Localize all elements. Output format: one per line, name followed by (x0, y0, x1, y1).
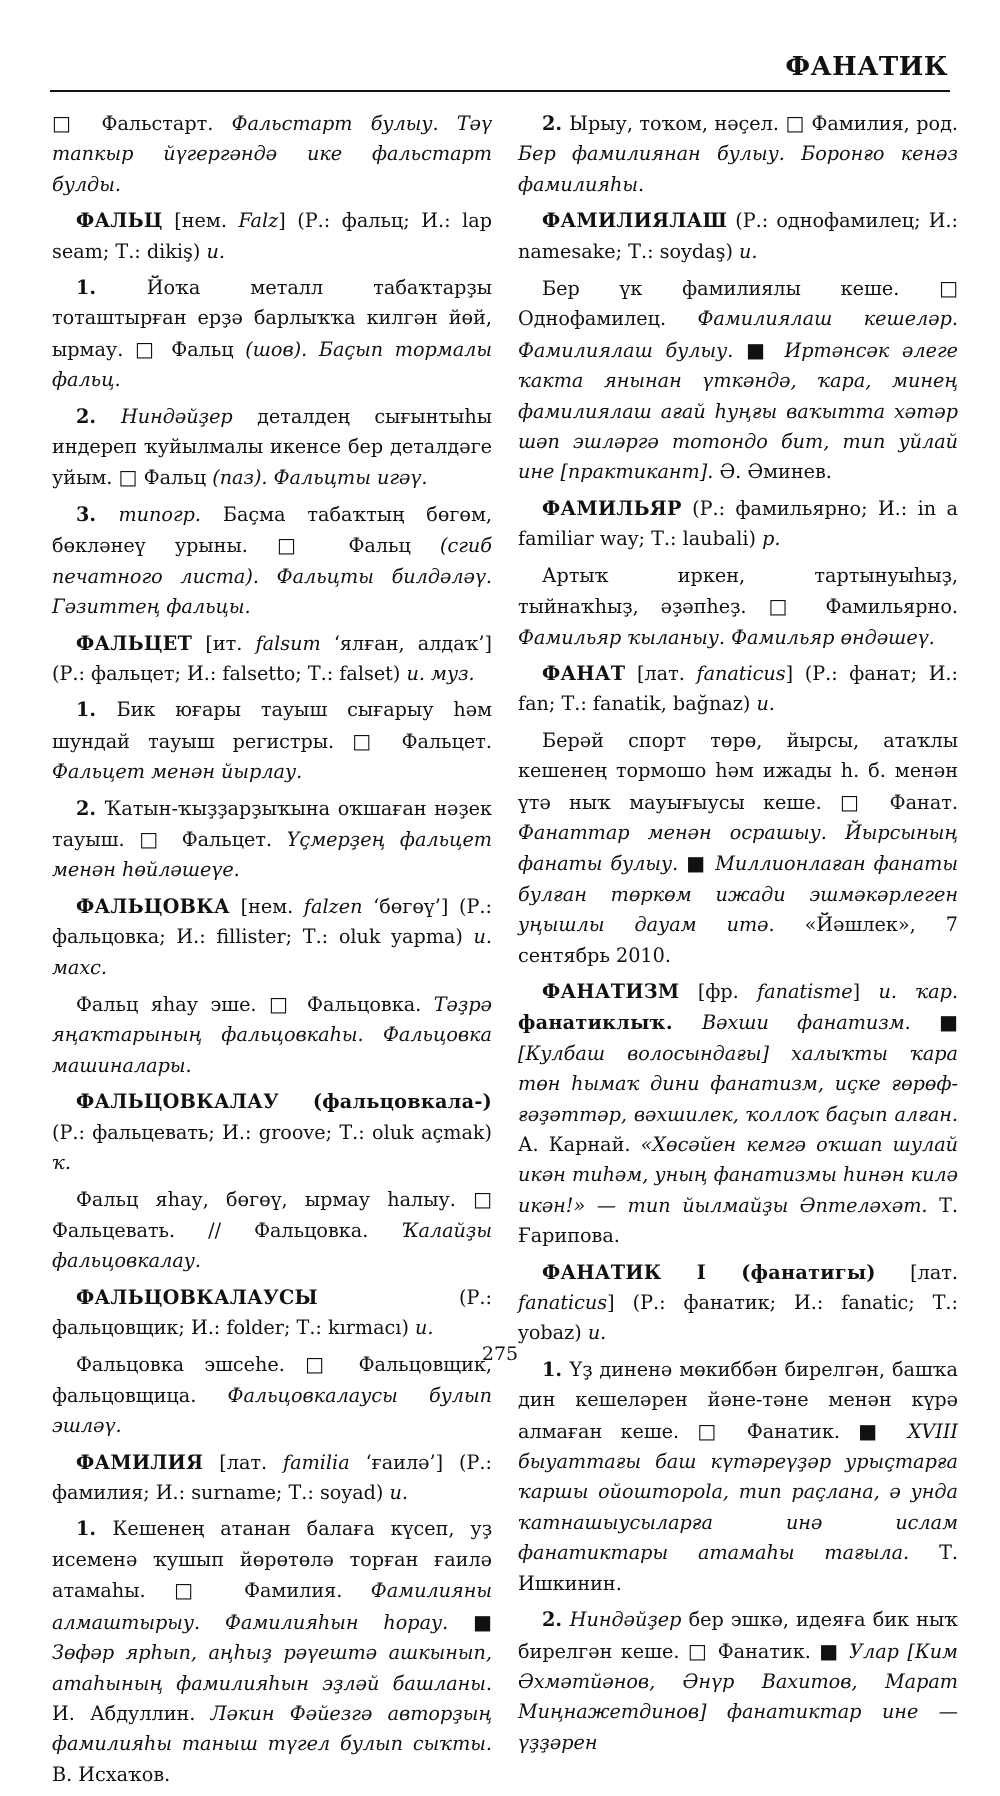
text-run: Фамильярно. (825, 595, 958, 619)
italic-text: и. махс. (52, 925, 492, 979)
text-run: Йоҡа металл табаҡтарҙы тоташтырған ерҙә барлыҡҡа килгән йөй, ырмау. (52, 276, 492, 361)
russian-equivalent-marker-icon: □ (473, 1187, 492, 1212)
dictionary-paragraph (52, 892, 492, 983)
italic-text: Фальцет менән йырлау. (52, 760, 303, 784)
dictionary-paragraph (52, 1448, 492, 1509)
italic-text: (сгиб печатного листа). Фальцты билдәләү. Гәзиттең фальцы. (52, 534, 492, 619)
italic-text: Үҫмерҙең фальцет менән һөйләшеүе. (52, 827, 492, 882)
italic-text: [Кулбаш волосындағы] халыҡты ҡара төн һымаҡ дини фанатизм, иҫке ғөрөф-ғәҙәттәр, вәхшилек, ҡоллоҡ баҫып алған. (518, 1041, 958, 1126)
italic-text: Тәҙрә яңаҡтарының фальцовкаһы. Фальцовка машиналары. (52, 992, 492, 1077)
text-run: Үҙ диненә мөкиббән бирелгән, башҡа дин кешеләрен йәне-тәне менән күрә алмаған кеше. (518, 1357, 958, 1443)
russian-equivalent-marker-icon: □ (785, 111, 812, 135)
headword: ФАЛЬЦЕТ (76, 631, 193, 655)
text-run: Ә. Әминев. (713, 460, 832, 484)
italic-text: Falz (238, 209, 279, 233)
dictionary-paragraph (52, 108, 492, 200)
dictionary-paragraph (518, 1605, 958, 1758)
italic-text: Фамилияны алмаштырыу. Фамилияһын һорау. (52, 1579, 492, 1634)
russian-equivalent-marker-icon: □ (352, 728, 402, 753)
russian-equivalent-marker-icon: □ (269, 991, 308, 1016)
text-run: Фальцовщик, фальцовщица. (52, 1353, 492, 1407)
text-run: Т. Ишкинин. (518, 1541, 958, 1595)
left-column (52, 108, 492, 1796)
dictionary-paragraph (52, 1087, 492, 1178)
text-run: Фанатик. (717, 1639, 820, 1663)
dictionary-paragraph (518, 726, 958, 971)
sense-number: 2. (542, 1608, 570, 1632)
text-run: Фальц яһау, бөгөү, ырмау һалыу. (76, 1188, 474, 1212)
text-run: Ҡатын-ҡыҙҙарҙыҡына оҡшаған нәҙек тауыш. (52, 796, 492, 851)
dictionary-paragraph (52, 629, 492, 690)
text-run: Кешенең атанан балаға күсеп, уҙ исеменә ҡушып йөрөтөлә торған ғаилә атамаһы. (52, 1517, 492, 1603)
text-run: Фанат. (889, 790, 958, 814)
text-run: ‘бөгөү’] (Р.: фальцовка; И.: fillister; Т.: oluk yapma) (52, 894, 492, 949)
dictionary-paragraph (518, 977, 958, 1252)
text-run: (Р.: фамильярно; И.: in a familiar way; Т.: laubali) (518, 496, 958, 551)
italic-text: и. (587, 1321, 607, 1345)
text-run: И. Абдуллин. (52, 1701, 211, 1725)
text-run: ] (Р.: фальц; И.: lap seam; Т.: dikiş) (52, 209, 492, 263)
italic-text: Ниндәйҙер (569, 1608, 682, 1632)
citation-marker-icon: ■ (686, 851, 716, 876)
text-run: Фальц (348, 534, 440, 558)
text-run: Бик юғары тауыш сығарыу һәм шундай тауыш регистры. (52, 698, 492, 753)
sense-number: 1. (76, 1517, 113, 1541)
dictionary-paragraph (518, 206, 958, 267)
dictionary-paragraph (52, 1283, 492, 1344)
sense-number: 1. (542, 1357, 570, 1381)
sense-number: 1. (76, 276, 147, 300)
italic-text: fanaticus (696, 661, 786, 685)
italic-text: Ләкин Фәйезгә авторҙың фамилияһы таныш түгел булып сыҡты. (52, 1701, 492, 1756)
italic-text: familia (283, 1450, 350, 1474)
text-run: Ырыу, тоҡом, нәҫел. (569, 112, 786, 135)
citation-marker-icon: ■ (746, 337, 785, 362)
italic-text: Фамилиялаш кешеләр. Фамилиялаш булыу. (518, 307, 958, 362)
dictionary-paragraph (52, 206, 492, 267)
right-column (518, 108, 958, 1764)
header-rule (50, 90, 950, 92)
text-run: [лат. (875, 1260, 958, 1284)
dictionary-paragraph (518, 561, 958, 653)
text-run: Фальстарт. (101, 112, 232, 135)
headword: ФАМИЛИЯ (76, 1450, 204, 1474)
text-run: Артыҡ иркен, тартынуыһыҙ, тыйнаҡһыҙ, әҙәпһеҙ. (518, 563, 958, 619)
dictionary-paragraph (518, 108, 958, 200)
text-run: ] (852, 979, 879, 1003)
citation-marker-icon: ■ (939, 1010, 958, 1035)
text-run: Фальц (171, 337, 246, 361)
text-run: бер эшкә, идеяға бик ныҡ бирелгән кеше. (518, 1608, 958, 1663)
text-run: Однофамилец. (518, 307, 698, 331)
italic-text: и. (389, 1481, 408, 1505)
text-run: Фальц яһау эше. (76, 992, 270, 1016)
italic-text: Миллионлаған фанаты булған төркөм ижади эшмәкәрлеген уңышлы дауам итә. (518, 852, 958, 937)
sense-number: 2. (76, 404, 121, 428)
dictionary-paragraph (518, 273, 958, 488)
italic-text: Зөфәр ярһып, аңһыҙ рәүештә ашкынып, атаһының фамилияһын эҙләй башланы. (52, 1641, 492, 1695)
italic-text: р. (762, 527, 781, 551)
dictionary-paragraph (518, 1258, 958, 1349)
dictionary-paragraph (52, 1514, 492, 1790)
italic-text: и. (756, 692, 775, 716)
sense-number: 2. (542, 112, 570, 135)
dictionary-paragraph (52, 794, 492, 886)
text-run: Фальцовка. (307, 992, 434, 1016)
text-run: Фальцовка эшсеһе. (76, 1353, 306, 1377)
text-run: ] (Р.: фанат; И.: fan; Т.: fanatik, bağnaz) (518, 661, 958, 716)
russian-equivalent-marker-icon: □ (134, 336, 172, 361)
russian-equivalent-marker-icon: □ (305, 1352, 359, 1377)
text-run: [ит. (192, 631, 256, 655)
text-run: Фальцет. (181, 827, 287, 851)
text-run: Т. Ғарипова. (518, 1193, 958, 1248)
text-run: ‘ялған, алдаҡ’] (Р.: фальцет; И.: falsetto; Т.: falset) (52, 631, 493, 685)
italic-text: Вәхши фанатизм. (702, 1011, 940, 1035)
italic-text: Фамильяр ҡыланыу. Фамильяр өндәшеү. (518, 625, 935, 649)
italic-text: Ниндәйҙер (121, 404, 233, 428)
italic-text: ҡ. (52, 1151, 71, 1174)
dictionary-paragraph (518, 494, 958, 555)
running-head: ФАНАТИК (785, 52, 948, 82)
dictionary-paragraph (52, 273, 492, 396)
text-run: «Йәшлек», 7 сентябрь 2010. (518, 913, 958, 967)
text-run: (Р.: фальцевать; И.: groove; Т.: oluk açmak) (52, 1120, 492, 1144)
text-run: А. Карнай. (518, 1133, 641, 1156)
dictionary-paragraph (52, 402, 492, 494)
citation-marker-icon: ■ (819, 1638, 850, 1663)
headword: ФАЛЬЦОВКА (76, 894, 230, 918)
text-run: [лат. (203, 1450, 284, 1474)
italic-text: Фальцовкалаусы булып эшләү. (52, 1383, 493, 1438)
text-run: В. Исхаҡов. (52, 1762, 171, 1786)
italic-text: fanaticus (518, 1291, 608, 1315)
russian-equivalent-marker-icon: □ (118, 465, 144, 490)
citation-marker-icon: ■ (858, 1418, 908, 1443)
italic-text: (шов). Баҫып тормалы фальц. (52, 337, 492, 392)
text-run: Баҫма табаҡтың бөгөм, бөкләнеү урыны. (52, 502, 492, 558)
headword: ФАЛЬЦОВКАЛАУ (фальцовкала-) (76, 1090, 492, 1114)
headword: ФАНАТ (542, 661, 626, 685)
headword: ФАМИЛИЯЛАШ (542, 209, 728, 233)
italic-text: Иртәнсәк әлеге ҡакта янынан үткәндә, ҡара, минең фамилиялаш ағай һуңғы ваҡытта хәтәр шәп эшләргә тотондо бит, тип уйлай ине [практикант]. (518, 338, 958, 484)
headword: ФАЛЬЦ (76, 209, 163, 233)
russian-equivalent-marker-icon: □ (768, 594, 826, 619)
italic-text: и. муз. (406, 661, 475, 685)
italic-text: Бер фамилиянан булыу. Боронғо кенәз фамилияһы. (518, 142, 958, 196)
dictionary-paragraph (52, 500, 492, 623)
dictionary-paragraph (52, 1184, 492, 1276)
italic-text: «Хөсәйен кемгә оҡшап шулай икән тиһәм, уның фанатизмы һинән килә икән!» — тип йылмайҙы Әптеләхәт. (518, 1133, 958, 1217)
dictionary-paragraph (518, 659, 958, 720)
headword: ФАМИЛЬЯР (542, 496, 682, 520)
dictionary-paragraph (518, 1355, 958, 1599)
sense-number: 2. (76, 796, 105, 820)
citation-marker-icon: ■ (473, 1609, 492, 1634)
italic-text: falsum (255, 631, 321, 655)
text-run: Берәй спорт төрө, йырсы, атаҡлы кешенең тормошо һәм ижады һ. б. менән үтә ныҡ мауығыусы кеше. (518, 728, 958, 814)
text-run: [нем. (162, 209, 239, 233)
italic-text: fanatisme (757, 979, 853, 1003)
italic-text: Фальстарт булыу. Тәү тапкыр йүгергәндә ике фальстарт булды. (52, 112, 492, 196)
italic-text: типогр. (118, 502, 202, 526)
headword: ФАНАТИЗМ (542, 979, 680, 1003)
text-run: ] (Р.: фанатик; И.: fanatic; Т.: yobaz) (518, 1291, 958, 1345)
page-number: 275 (481, 1343, 519, 1365)
dictionary-paragraph (52, 695, 492, 787)
italic-text: и. (206, 239, 225, 263)
text-run: Фамилия. (244, 1579, 371, 1603)
russian-equivalent-marker-icon: □ (277, 533, 349, 558)
italic-text: Улар [Ким Әхмәтйәнов, Әнүр Вахитов, Марат Миңнажетдинов] фанатиктар ине — үҙҙәрен (518, 1639, 958, 1754)
headword: ФАЛЬЦОВКАЛАУСЫ (76, 1285, 318, 1309)
italic-text: и. ҡар. (878, 979, 958, 1003)
italic-text: XVIII быуаттағы баш күтәреүҙәр урыҫтарға ҡаршы ойоштороla, тип раҫлана, ә унда ҡатнашыусыларға инә ислам фанатиктары атамаһы тағыла. (518, 1419, 958, 1565)
sense-number: 1. (76, 698, 117, 722)
italic-text: Фанаттар менән осрашыу. Йырсының фанаты булыу. (518, 820, 958, 876)
text-run: [лат. (625, 661, 697, 685)
italic-text: (паз). Фальцты игәү. (212, 466, 428, 490)
text-run: [нем. (229, 894, 304, 918)
russian-equivalent-marker-icon: □ (174, 1578, 245, 1603)
headword: фанатиклыҡ. (518, 1011, 703, 1035)
russian-equivalent-marker-icon: □ (139, 826, 182, 851)
text-run: ‘ғаилә’] (Р.: фамилия; И.: surname; Т.: soyad) (52, 1450, 492, 1505)
italic-text: и. (739, 239, 758, 263)
text-run: Фальцевать. // Фальцовка. (52, 1218, 402, 1242)
text-run: [фр. (679, 979, 758, 1003)
text-run: Фанатик. (746, 1419, 859, 1443)
sense-number: 3. (76, 502, 119, 526)
dictionary-paragraph (52, 989, 492, 1081)
text-run: (Р.: однофамилец; И.: namesake; Т.: soydaş) (518, 209, 958, 263)
russian-equivalent-marker-icon: □ (687, 1638, 718, 1663)
russian-equivalent-marker-icon: □ (697, 1418, 747, 1443)
italic-text: и. (415, 1316, 434, 1340)
italic-text: falzen (303, 894, 363, 918)
text-run: Фальц (143, 466, 213, 490)
text-run: Фамилия, род. (811, 112, 958, 135)
russian-equivalent-marker-icon: □ (840, 789, 890, 814)
russian-equivalent-marker-icon: □ (52, 111, 102, 135)
russian-equivalent-marker-icon: □ (939, 276, 958, 301)
italic-text: Ҡалайҙы фальцовкалау. (52, 1218, 492, 1273)
text-run: Фальцет. (401, 729, 493, 753)
text-run: деталдең сығынтыһы индереп ҡуйылмалы икенсе бер деталдәге уйым. (52, 404, 492, 490)
headword: ФАНАТИК I (фанатигы) (542, 1260, 876, 1284)
text-run: (Р.: фальцовщик; И.: folder; Т.: kırmacı) (52, 1285, 492, 1340)
text-run: Бер үк фамилиялы кеше. (542, 277, 940, 301)
